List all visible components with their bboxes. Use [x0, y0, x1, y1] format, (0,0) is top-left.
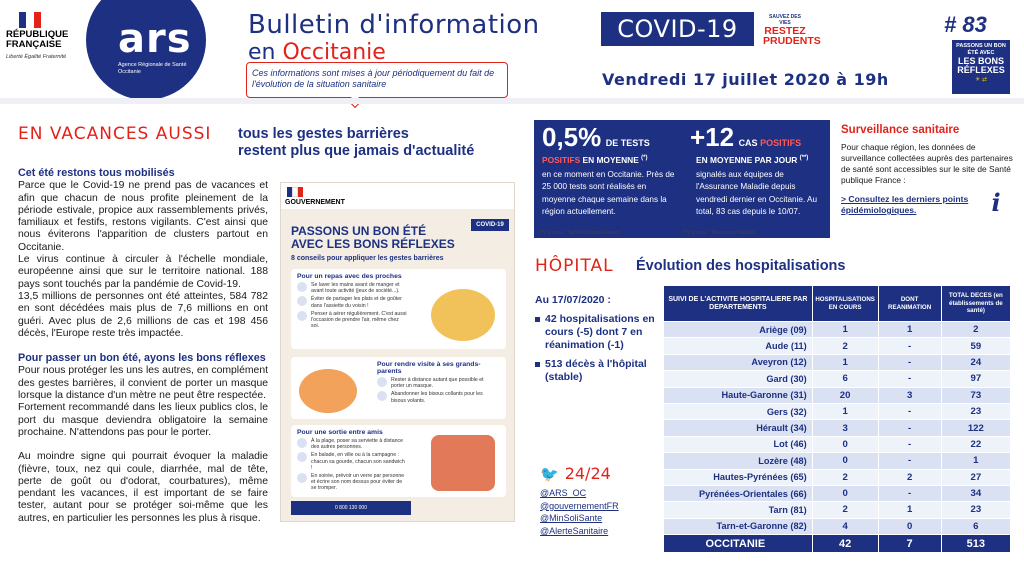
- reanimation-cell: -: [878, 403, 941, 419]
- reanimation-cell: -: [878, 338, 941, 354]
- poster-block-title: Pour une sortie entre amis: [297, 429, 383, 436]
- header-departement: SUIVI DE L'ACTIVITE HOSPITALIERE PAR DEPARTEMENTS: [664, 286, 813, 322]
- hopital-summary: [535, 294, 660, 390]
- hospitalisations-cell: 0: [812, 485, 878, 501]
- hospitalisations-cell: 3: [812, 420, 878, 436]
- twitter-label: 24/24: [564, 464, 611, 483]
- table-row: [664, 371, 1011, 387]
- poster-block-item: Se laver les mains avant de manger et avant toute activité (jeux de société...).: [297, 282, 407, 294]
- poster-subtitle: 8 conseils pour appliquer les gestes barrières: [291, 255, 444, 262]
- twitter-handle[interactable]: @MinSoliSante: [540, 513, 603, 524]
- tests-stat: [542, 122, 650, 153]
- poster-title: PASSONS UN BON ÉTÉ AVEC LES BONS RÉFLEXES: [291, 224, 455, 251]
- hospitalisations-cell: 1: [812, 322, 878, 338]
- cases-positive-word: POSITIFS: [760, 138, 802, 148]
- poster-gov-flag-icon: [287, 187, 303, 197]
- table-row: [664, 338, 1011, 354]
- department-name: Tarn-et-Garonne (82): [664, 518, 813, 534]
- bon-ete-poster: [280, 182, 515, 522]
- table-row: [664, 354, 1011, 370]
- cases-line2: [696, 155, 808, 165]
- poster-gov-name: GOUVERNEMENT: [285, 199, 345, 206]
- stats-sources: [540, 230, 830, 236]
- poster-block-item: Rester à distance autant que possible et porter un masque.: [377, 377, 487, 389]
- poster-block-item: Penser à aérer régulièrement. C'est aussi l'occasion de prendre l'air, même chez soi.: [297, 311, 407, 330]
- twitter-handle[interactable]: @AlerteSanitaire: [540, 526, 609, 537]
- total-deces: 513: [941, 535, 1010, 553]
- badge-small-text: PASSONS UN BON ÉTÉ AVEC: [956, 43, 1006, 56]
- hopital-bullet-2: 513 décès à l'hôpital (stable): [535, 358, 660, 384]
- reanimation-cell: -: [878, 354, 941, 370]
- twitter-head: [540, 464, 660, 483]
- department-name: Hérault (34): [664, 420, 813, 436]
- hospitalisations-cell: 4: [812, 518, 878, 534]
- tests-ref: (*): [641, 155, 648, 162]
- deces-cell: 59: [941, 338, 1010, 354]
- poster-block-item: À la plage, poser sa serviette à distance des autres personnes.: [297, 438, 407, 450]
- header-deces: TOTAL DECES (en établissements de santé): [941, 286, 1010, 322]
- republic-motto: Liberté Égalité Fraternité: [6, 54, 67, 60]
- vacances-paragraph-2: Le virus continue à circuler à l'échelle mondiale, européenne ainsi que sur le territoire national. 188 pays sont touchés par la pandémie de Covid-19.: [18, 254, 268, 290]
- tests-line2: [542, 155, 647, 165]
- twitter-handle[interactable]: @ARS_OC: [540, 488, 587, 498]
- hospital-table: [663, 285, 1011, 553]
- pie-illustration-icon: [431, 289, 495, 341]
- deces-cell: 23: [941, 403, 1010, 419]
- deces-cell: 73: [941, 387, 1010, 403]
- table-row: [664, 502, 1011, 518]
- cases-value: +12: [690, 122, 735, 152]
- info-icon: i: [991, 188, 1001, 217]
- poster-footer-phone: 0 800 130 000: [291, 501, 411, 515]
- table-row: [664, 322, 1011, 338]
- hospitalisations-cell: 6: [812, 371, 878, 387]
- badge-icons: ☀ ⇄: [974, 77, 988, 83]
- hopital-title: HÔPITAL: [535, 256, 614, 276]
- hospitalisations-cell: 0: [812, 453, 878, 469]
- vacances-subtitle: [238, 126, 474, 160]
- twitter-bird-icon: 🐦: [540, 464, 559, 483]
- tests-value: 0,5%: [542, 122, 602, 152]
- source-2: (**) Source : Assurance Maladie: [681, 230, 756, 236]
- header-reanimation: DONT REANIMATION: [878, 286, 941, 322]
- covid-label: COVID-19: [601, 12, 754, 46]
- hopital-bullet-1: 42 hospitalisations en cours (-5) dont 7 en réanimation (-1): [535, 313, 660, 352]
- department-name: Lot (46): [664, 436, 813, 452]
- reanimation-cell: -: [878, 420, 941, 436]
- poster-block-item: Abandonner les bisous collants pour les bisous volants.: [377, 391, 487, 403]
- table-total-row: [664, 535, 1011, 553]
- issue-number: # 83: [944, 12, 987, 37]
- hospitalisations-cell: 1: [812, 354, 878, 370]
- poster-block-item: En soirée, prévoir un verre par personne et écrire son nom dessus pour éviter de se tromper.: [297, 473, 407, 492]
- reanimation-cell: 3: [878, 387, 941, 403]
- twitter-handle[interactable]: @gouvernementFR: [540, 500, 619, 511]
- bulletin-title: Bulletin d'information: [248, 10, 540, 40]
- marianne-flag-icon: [19, 12, 41, 28]
- reanimation-cell: -: [878, 436, 941, 452]
- deces-cell: 22: [941, 436, 1010, 452]
- poster-covid-tag: COVID-19: [471, 219, 509, 231]
- stats-box: [534, 120, 830, 238]
- vacances-paragraph-3: 13,5 millions de personnes ont été atteintes, 584 782 en sont décédées mais plus de 7,6 millions en ont guéri. Avec plus de 2,6 millions de cas et 198 456 décès, l'Europe reste très impactée.: [18, 290, 268, 339]
- vacances-paragraph-5: Fortement recommandé dans les lieux publics clos, le port du masque deviendra obligatoire la semaine prochaine. N'attendons pas pour le porter.: [18, 402, 268, 438]
- reanimation-cell: 1: [878, 322, 941, 338]
- ars-logo-word: ars: [118, 16, 192, 62]
- grandparents-illustration-icon: [299, 369, 357, 413]
- hospitalisations-cell: 20: [812, 387, 878, 403]
- twitter-block: [540, 464, 660, 538]
- table-row: [664, 485, 1011, 501]
- vacances-paragraph-4: Pour nous protéger les uns les autres, en complément des gestes barrières, il convient de porter un masque lorsque la distance d'un mètre ne peut être respectée.: [18, 365, 268, 402]
- department-name: Aveyron (12): [664, 354, 813, 370]
- bons-reflexes-badge: [952, 40, 1010, 94]
- cases-ref: (**): [799, 155, 809, 162]
- beach-illustration-icon: [431, 435, 495, 491]
- cases-description: signalés aux équipes de l'Assurance Maladie depuis vendredi dernier en Occitanie. Au total, 83 cas depuis le 10/07.: [696, 170, 818, 217]
- total-hospitalisations: 42: [812, 535, 878, 553]
- department-name: Aude (11): [664, 338, 813, 354]
- deces-cell: 27: [941, 469, 1010, 485]
- reanimation-cell: 2: [878, 469, 941, 485]
- department-name: Lozère (48): [664, 453, 813, 469]
- hospital-table-body: [664, 322, 1011, 553]
- reanimation-cell: 0: [878, 518, 941, 534]
- table-row: [664, 436, 1011, 452]
- cases-line2-text: EN MOYENNE PAR JOUR: [696, 155, 798, 165]
- header-separator: [0, 98, 1024, 104]
- vacances-paragraph-1: Parce que le Covid-19 ne prend pas de vacances et afin que chacun de nous profite pleinement de la période estivale, propice aux rassemblements privés, familiaux et festifs, restons vigilants. C'est ainsi que nous éviterons l'apparition de clusters partout en Occitanie.: [18, 180, 268, 253]
- surveillance-body: Pour chaque région, les données de surveillance collectées auprès des partenaires de santé sont accessibles sur le site de Santé publique France :: [841, 142, 1013, 185]
- cases-unit: CAS: [738, 138, 761, 148]
- hospital-table-header: [664, 286, 1011, 322]
- tests-line2-rest: EN MOYENNE: [580, 155, 639, 165]
- deces-cell: 2: [941, 322, 1010, 338]
- hopital-subtitle: Évolution des hospitalisations: [636, 258, 846, 274]
- bulletin-date: Vendredi 17 juillet 2020 à 19h: [602, 70, 889, 89]
- department-name: Pyrénées-Orientales (66): [664, 485, 813, 501]
- source-1: (*) Source : Santé Publique France: [540, 230, 621, 236]
- hopital-bullets: [535, 313, 660, 384]
- table-row: [664, 387, 1011, 403]
- deces-cell: 23: [941, 502, 1010, 518]
- deces-cell: 97: [941, 371, 1010, 387]
- department-name: Hautes-Pyrénées (65): [664, 469, 813, 485]
- deces-cell: 24: [941, 354, 1010, 370]
- deces-cell: 34: [941, 485, 1010, 501]
- header-note: Ces informations sont mises à jour périodiquement du fait de l'évolution de la situation sanitaire: [252, 68, 495, 89]
- vacances-text: [18, 167, 268, 525]
- header-hospitalisations: HOSPITALISATIONS EN COURS: [812, 286, 878, 322]
- table-row: [664, 403, 1011, 419]
- hospitalisations-cell: 1: [812, 403, 878, 419]
- vacances-paragraph-6: Au moindre signe qui pourrait évoquer la maladie (fièvre, toux, nez qui coule, diarrhée, mal de tête, perte de goût ou d'odorat, courbatures), même pendant les vacances, il est important de se faire tester, autant pour se protéger soi-même que les autres, en particulier les personnes les plus à risque.: [18, 451, 268, 524]
- deces-cell: 6: [941, 518, 1010, 534]
- reanimation-cell: -: [878, 453, 941, 469]
- region-prefix: en: [248, 40, 283, 65]
- poster-block-item: Éviter de partager les plats et de goûter dans l'assiette du voisin !: [297, 296, 407, 308]
- hopital-date: Au 17/07/2020 :: [535, 294, 611, 306]
- hospitalisations-cell: 2: [812, 338, 878, 354]
- poster-block-title: Pour rendre visite à ses grands-parents: [377, 361, 481, 375]
- department-name: Haute-Garonne (31): [664, 387, 813, 403]
- department-name: Ariège (09): [664, 322, 813, 338]
- vacances-title: EN VACANCES AUSSI: [18, 124, 212, 144]
- hospitalisations-cell: 2: [812, 469, 878, 485]
- table-row: [664, 469, 1011, 485]
- hospitalisations-cell: 2: [812, 502, 878, 518]
- surveillance-link[interactable]: > Consultez les derniers points épidémiologiques.: [841, 194, 969, 215]
- region-name: Occitanie: [282, 40, 386, 65]
- reanimation-cell: 1: [878, 502, 941, 518]
- reanimation-cell: -: [878, 371, 941, 387]
- cases-stat: [690, 122, 801, 153]
- department-name: Tarn (81): [664, 502, 813, 518]
- tests-unit: DE TESTS: [605, 138, 650, 148]
- total-label: OCCITANIE: [664, 535, 813, 553]
- header: [0, 0, 1024, 98]
- surveillance-title: Surveillance sanitaire: [841, 124, 960, 136]
- badge-big-text: LES BONS RÉFLEXES: [957, 56, 1005, 75]
- department-name: Gers (32): [664, 403, 813, 419]
- slogan-big: RESTEZ PRUDENTS: [763, 25, 821, 47]
- ars-logo-subtitle: Agence Régionale de Santé Occitanie: [118, 62, 187, 75]
- poster-header: [281, 183, 515, 209]
- vacances-subtitle-line2: restent plus que jamais d'actualité: [238, 143, 475, 159]
- restez-prudents-logo: [763, 14, 821, 47]
- deces-cell: 1: [941, 453, 1010, 469]
- republic-name: RÉPUBLIQUE FRANÇAISE: [6, 29, 69, 50]
- table-row: [664, 420, 1011, 436]
- poster-block-title: Pour un repas avec des proches: [297, 273, 402, 280]
- vacances-subtitle-line1: tous les gestes barrières: [238, 126, 409, 142]
- reanimation-cell: -: [878, 485, 941, 501]
- vacances-heading-1: Cet été restons tous mobilisés: [18, 167, 175, 179]
- table-row: [664, 453, 1011, 469]
- department-name: Gard (30): [664, 371, 813, 387]
- vacances-heading-2: Pour passer un bon été, ayons les bons réflexes: [18, 352, 266, 365]
- republique-francaise-logo: [6, 10, 76, 80]
- slogan-small: SAUVEZ DES VIES: [769, 14, 801, 26]
- hospitalisations-cell: 0: [812, 436, 878, 452]
- table-row: [664, 518, 1011, 534]
- tests-description: en ce moment en Occitanie. Près de 25 000 tests sont réalisés en moyenne chaque semaine dans la région actuellement.: [542, 170, 675, 217]
- total-reanimation: 7: [878, 535, 941, 553]
- deces-cell: 122: [941, 420, 1010, 436]
- poster-block-item: En balade, en ville ou à la campagne : chacun sa gourde, chacun son sandwich !: [297, 452, 407, 471]
- tests-positive-word: POSITIFS: [542, 155, 581, 165]
